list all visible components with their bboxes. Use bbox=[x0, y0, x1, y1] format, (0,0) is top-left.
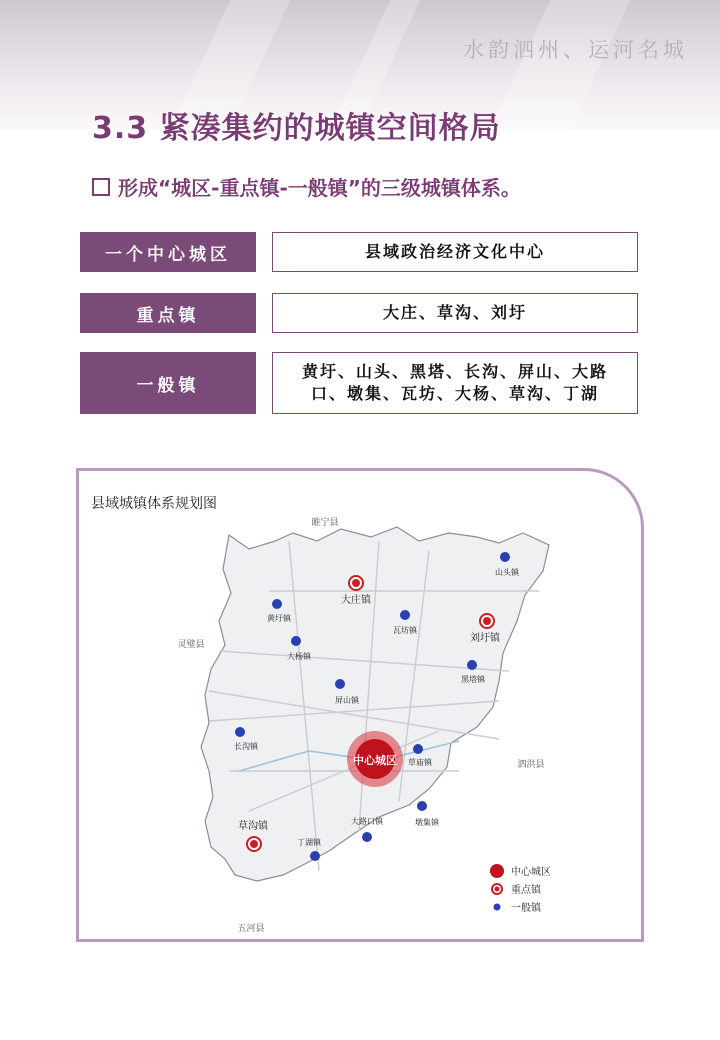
general-town-label: 大路口镇 bbox=[351, 817, 383, 826]
legend-general-label: 一般镇 bbox=[511, 903, 541, 914]
general-town-marker bbox=[310, 851, 320, 861]
general-town-marker bbox=[400, 610, 410, 620]
general-town-label: 黄圩镇 bbox=[267, 614, 291, 623]
general-town-label: 长沟镇 bbox=[234, 742, 258, 751]
key-town-dot bbox=[483, 617, 491, 625]
general-town-label: 瓦坊镇 bbox=[393, 626, 417, 635]
general-town-marker bbox=[413, 744, 423, 754]
center-city-label: 中心城区 bbox=[353, 754, 397, 767]
header-slogan: 水韵泗州、运河名城 bbox=[463, 38, 688, 62]
map-title: 县域城镇体系规划图 bbox=[91, 496, 217, 512]
map-frame bbox=[76, 468, 644, 942]
subtitle-text: 形成“城区-重点镇-一般镇”的三级城镇体系。 bbox=[118, 176, 521, 200]
map-legend bbox=[490, 864, 551, 914]
table-row bbox=[80, 293, 640, 333]
general-town-label: 屏山镇 bbox=[335, 696, 359, 705]
general-town-label: 大杨镇 bbox=[287, 652, 311, 661]
key-town-dot bbox=[352, 579, 360, 587]
general-town-marker bbox=[335, 679, 345, 689]
subtitle bbox=[92, 172, 521, 201]
county-map bbox=[79, 471, 641, 939]
key-town-label: 大庄镇 bbox=[341, 595, 371, 606]
key-town-dot bbox=[250, 840, 258, 848]
row-value: 黄圩、山头、黑塔、长沟、屏山、大路口、墩集、瓦坊、大杨、草沟、丁湖 bbox=[272, 352, 638, 414]
key-town-label: 刘圩镇 bbox=[470, 633, 500, 644]
legend-center-label: 中心城区 bbox=[511, 867, 551, 878]
row-label: 一个中心城区 bbox=[80, 232, 256, 272]
table-row bbox=[80, 352, 640, 414]
key-town-label: 草沟镇 bbox=[238, 821, 268, 832]
general-town-marker bbox=[362, 832, 372, 842]
general-town-label: 墩集镇 bbox=[415, 818, 439, 827]
legend-general-icon bbox=[494, 904, 501, 911]
section-title: 3.3 紧凑集约的城镇空间格局 bbox=[92, 111, 501, 146]
legend-center-icon bbox=[490, 864, 504, 878]
general-town-marker bbox=[417, 801, 427, 811]
row-label: 一般镇 bbox=[80, 352, 256, 414]
general-town-marker bbox=[500, 552, 510, 562]
checkbox-bullet-icon bbox=[92, 178, 110, 196]
general-town-label: 黑塔镇 bbox=[461, 675, 485, 684]
neighbor-county-east: 泗洪县 bbox=[517, 760, 545, 770]
general-town-label: 丁湖镇 bbox=[297, 838, 321, 847]
general-town-marker bbox=[467, 660, 477, 670]
general-town-marker bbox=[235, 727, 245, 737]
row-label: 重点镇 bbox=[80, 293, 256, 333]
neighbor-county-west: 灵璧县 bbox=[177, 640, 205, 650]
general-town-label: 草庙镇 bbox=[408, 758, 432, 767]
general-town-marker bbox=[272, 599, 282, 609]
neighbor-county-south: 五河县 bbox=[237, 924, 265, 934]
neighbor-county-north: 睢宁县 bbox=[311, 518, 339, 528]
general-town-label: 山头镇 bbox=[495, 568, 519, 577]
row-value: 县域政治经济文化中心 bbox=[272, 232, 638, 272]
general-town-marker bbox=[291, 636, 301, 646]
row-value: 大庄、草沟、刘圩 bbox=[272, 293, 638, 333]
table-row bbox=[80, 232, 640, 272]
legend-key-label: 重点镇 bbox=[511, 885, 541, 896]
